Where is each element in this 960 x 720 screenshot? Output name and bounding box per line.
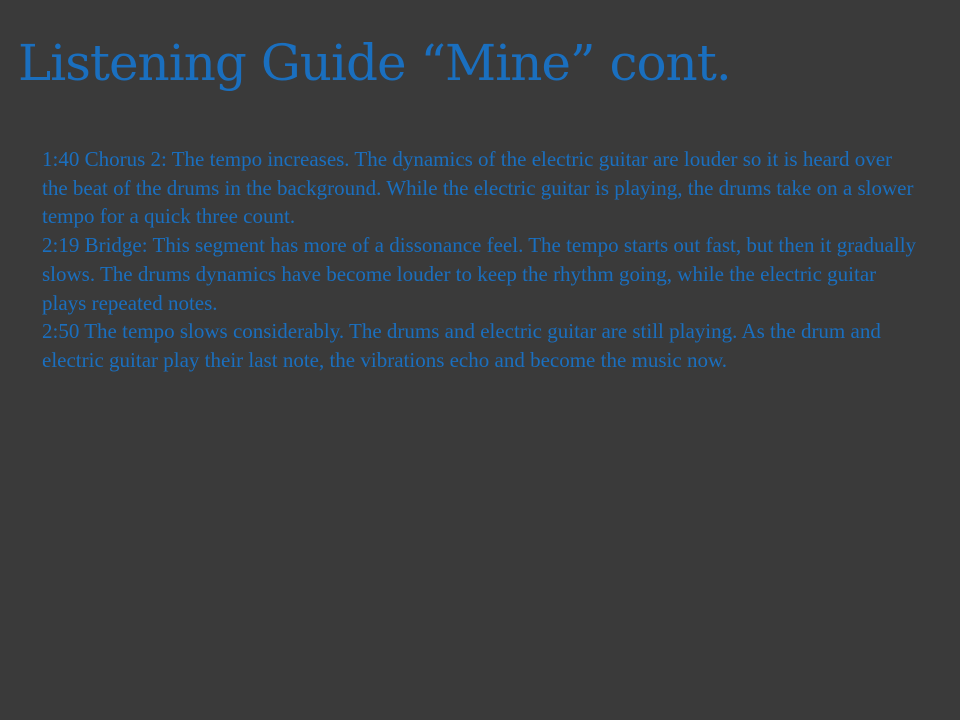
paragraph-ending: 2:50 The tempo slows considerably. The drums and electric guitar are still playing. As the drum and electric guitar play their last note, the vibrations echo and become the music now. (42, 319, 881, 372)
slide-body (42, 145, 922, 375)
paragraph-bridge: 2:19 Bridge: This segment has more of a dissonance feel. The tempo starts out fast, but then it gradually slows. The drums dynamics have become louder to keep the rhythm going, while the electric guitar plays repeated notes. (42, 233, 917, 315)
slide-title: Listening Guide “Mine” cont. (18, 34, 731, 92)
paragraph-chorus-2: 1:40 Chorus 2: The tempo increases. The dynamics of the electric guitar are louder so it is heard over the beat of the drums in the background. While the electric guitar is playing, the drums take on a slower tempo for a quick three count. (42, 147, 914, 229)
